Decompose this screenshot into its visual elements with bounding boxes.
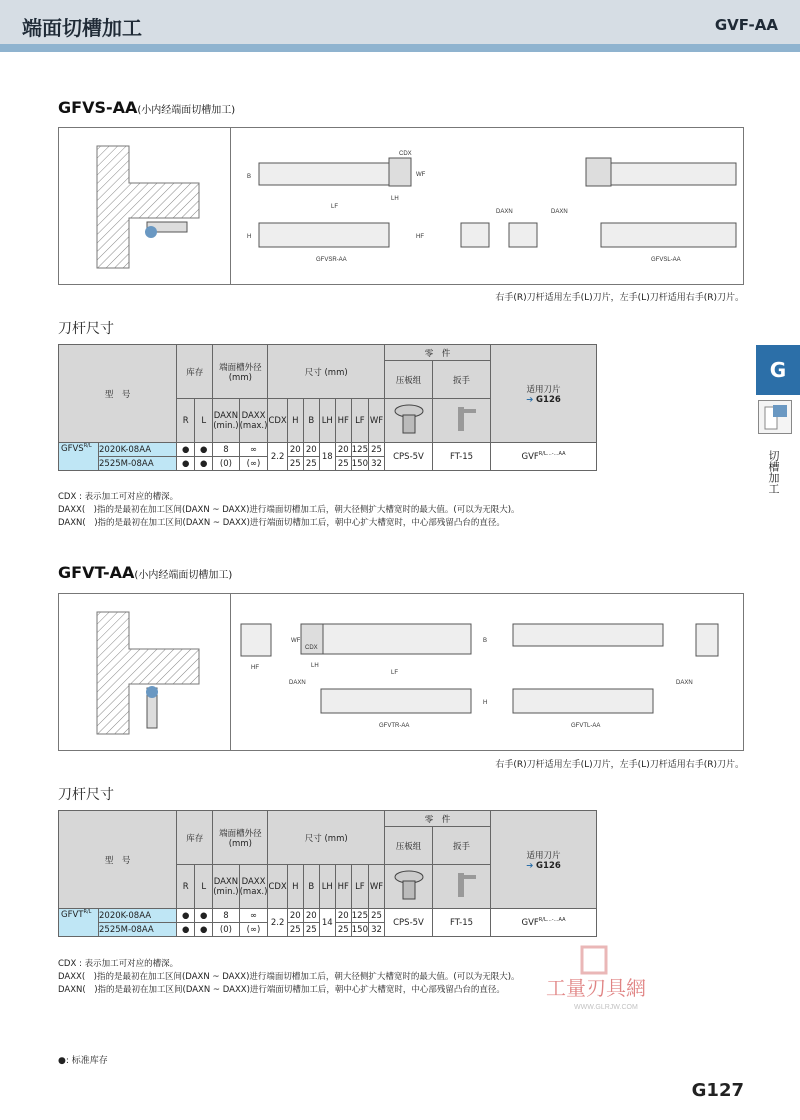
th-diameter: 端面槽外径 (mm) [213, 811, 268, 865]
th-hf: HF [335, 865, 351, 909]
h-value: 25 [287, 923, 303, 937]
stock-r: ● [177, 443, 195, 457]
daxn-value: 8 [213, 909, 239, 923]
stock-r: ● [177, 909, 195, 923]
lf-value: 125 [351, 444, 368, 455]
h-value: 20 [287, 909, 303, 923]
th-l: L [195, 865, 213, 909]
th-daxn: DAXN (min.) [213, 399, 239, 443]
chapter-label: 切槽加工 [767, 450, 780, 494]
daxn-value: (0) [213, 457, 239, 471]
fig-label-h: H [483, 700, 488, 706]
daxn-value: (0) [213, 923, 239, 937]
fig-label-cdx: CDX [399, 151, 412, 157]
wf-value: 25 [369, 443, 385, 457]
th-insert: 适用刀片 ➔ G126 [491, 345, 597, 443]
th-r: R [177, 399, 195, 443]
th-l: L [195, 399, 213, 443]
model-prefix: $GFVT^{R/L}$ [59, 909, 99, 937]
stock-l: ● [195, 443, 213, 457]
section-title-gfvs: GFVS-AA(小内经端面切槽加工) [58, 98, 236, 117]
th-diameter: 端面槽外径 (mm) [213, 345, 268, 399]
fig-label-lf: LF [391, 670, 399, 676]
th-daxn: DAXN (min.) [213, 865, 239, 909]
watermark-text: 工量刃具網 [546, 978, 646, 1000]
lf-value: 125 [351, 910, 368, 921]
lh-value: 14 [319, 909, 335, 937]
th-lf: LF [351, 865, 368, 909]
lf-value: 150 [351, 458, 368, 469]
spec-table-gfvt [58, 810, 597, 937]
wrench-value: FT-15 [433, 443, 491, 471]
model-cell: 2525M-08AA [99, 457, 177, 471]
stock-l: ● [195, 923, 213, 937]
daxx-value: ∞ [239, 909, 268, 923]
fig-label-h: H [247, 234, 252, 240]
watermark-url: WWW.GLRJW.COM [574, 1004, 638, 1011]
h-value: 20 [287, 443, 303, 457]
th-model: 型 号 [59, 811, 177, 909]
th-clamp: 压板组 [385, 827, 433, 865]
daxx-value: ∞ [239, 443, 268, 457]
subhead-2: 刀杆尺寸 [58, 787, 114, 803]
fig-label-daxn-2: DAXN [551, 209, 568, 215]
header-bar [0, 44, 800, 52]
th-b: B [303, 399, 319, 443]
daxx-value: (∞) [239, 923, 268, 937]
insert-value: $GVF^{R/L\dots-\dots AA}$ [491, 443, 597, 471]
b-value: 25 [303, 457, 319, 471]
catalog-code: GVF-AA [714, 16, 778, 34]
machining-diagram [59, 594, 231, 750]
footnotes-1: CDX : 表示加工可对应的槽深。 DAXX( )指的是最初在加工区间(DAXN ~ DAXX)进行端面切槽加工后，朝大径侧扩大槽宽时的最大值。(可以为无限大)。 DAXN( )指的是最初在加工区间(DAXN ~ DAXX)进行端面切槽加工后，朝中心扩大槽宽时，中心部残留凸台的直径。 [58, 492, 520, 528]
figure-gfvt [58, 593, 744, 751]
insert-value: $GVF^{R/L\dots-\dots AA}$ [491, 909, 597, 937]
legend: ●: 标准库存 [58, 1056, 108, 1066]
fig-caption-gfvsl: GFVSL-AA [651, 257, 681, 263]
clamp-value: CPS-5V [385, 443, 433, 471]
th-wf: WF [369, 399, 385, 443]
b-value: 20 [303, 443, 319, 457]
stock-l: ● [195, 457, 213, 471]
th-r: R [177, 865, 195, 909]
fig-label-wf: WF [416, 172, 426, 178]
subhead-1: 刀杆尺寸 [58, 321, 114, 337]
th-parts: 零 件 [385, 811, 491, 827]
fig-caption-gfvsr: GFVSR-AA [316, 257, 347, 263]
fig-caption-gfvtr: GFVTR-AA [379, 723, 410, 729]
stock-r: ● [177, 923, 195, 937]
th-lh: LH [319, 865, 335, 909]
fig-caption-gfvtl: GFVTL-AA [571, 723, 601, 729]
cdx-value: 2.2 [268, 443, 287, 471]
th-h: H [287, 399, 303, 443]
lh-value: 18 [319, 443, 335, 471]
section-title-gfvt: GFVT-AA(小内经端面切槽加工) [58, 563, 233, 582]
fig-label-lf: LF [331, 204, 339, 210]
stock-r: ● [177, 457, 195, 471]
spec-table-gfvs [58, 344, 597, 471]
th-clamp: 压板组 [385, 361, 433, 399]
th-cdx: CDX [268, 399, 287, 443]
th-stock: 库存 [177, 345, 213, 399]
fig-label-daxn-1: DAXN [289, 680, 306, 686]
th-b: B [303, 865, 319, 909]
th-h: H [287, 865, 303, 909]
clamp-value: CPS-5V [385, 909, 433, 937]
fig-label-b: B [247, 174, 252, 180]
wf-value: 25 [369, 909, 385, 923]
fig-label-daxn-1: DAXN [496, 209, 513, 215]
b-value: 25 [303, 923, 319, 937]
wrench-value: FT-15 [433, 909, 491, 937]
th-size: 尺寸 (mm) [268, 811, 385, 865]
th-cdx: CDX [268, 865, 287, 909]
clamp-icon [385, 399, 433, 443]
th-lh: LH [319, 399, 335, 443]
grooving-icon [758, 400, 792, 434]
model-prefix: $GFVS^{R/L}$ [59, 443, 99, 471]
hf-value: 20 [335, 443, 351, 457]
hf-value: 20 [335, 909, 351, 923]
th-wrench: 扳手 [433, 827, 491, 865]
model-cell: 2020K-08AA [99, 909, 177, 923]
h-value: 25 [287, 457, 303, 471]
th-size: 尺寸 (mm) [268, 345, 385, 399]
page-title: 端面切槽加工 [22, 16, 142, 40]
fig-label-lh: LH [391, 196, 399, 202]
fig-label-hf: HF [416, 234, 424, 240]
page-number: G127 [691, 1080, 744, 1101]
th-model: 型 号 [59, 345, 177, 443]
lf-value: 150 [351, 924, 368, 935]
hf-value: 25 [335, 923, 351, 937]
stock-l: ● [195, 909, 213, 923]
model-cell: 2525M-08AA [99, 923, 177, 937]
th-lf: LF [351, 399, 368, 443]
watermark-logo [540, 945, 720, 1015]
th-parts: 零 件 [385, 345, 491, 361]
model-cell: 2020K-08AA [99, 443, 177, 457]
th-daxx: DAXX (max.) [239, 865, 268, 909]
footnotes-2: CDX : 表示加工可对应的槽深。 DAXX( )指的是最初在加工区间(DAXN ~ DAXX)进行端面切槽加工后，朝大径侧扩大槽宽时的最大值。(可以为无限大)。 DAXN( )指的是最初在加工区间(DAXN ~ DAXX)进行端面切槽加工后，朝中心扩大槽宽时，中心部残留凸台的直径。 [58, 959, 520, 995]
th-stock: 库存 [177, 811, 213, 865]
chapter-tab[interactable]: G [756, 345, 800, 395]
th-daxx: DAXX (max.) [239, 399, 268, 443]
th-wrench: 扳手 [433, 361, 491, 399]
fig-label-hf: HF [251, 665, 259, 671]
hand-note-1: 右手(R)刀杆适用左手(L)刀片，左手(L)刀杆适用右手(R)刀片。 [495, 293, 744, 303]
wf-value: 32 [369, 457, 385, 471]
fig-label-lh: LH [311, 663, 319, 669]
fig-label-wf: WF [291, 638, 301, 644]
b-value: 20 [303, 909, 319, 923]
fig-label-daxn-2: DAXN [676, 680, 693, 686]
page-header [0, 0, 800, 52]
wrench-icon [433, 399, 491, 443]
figure-gfvs [58, 127, 744, 285]
fig-label-cdx: CDX [305, 645, 318, 651]
cdx-value: 2.2 [268, 909, 287, 937]
th-hf: HF [335, 399, 351, 443]
th-wf: WF [369, 865, 385, 909]
fig-label-b: B [483, 638, 488, 644]
wrench-icon [433, 865, 491, 909]
th-insert: 适用刀片 ➔ G126 [491, 811, 597, 909]
hf-value: 25 [335, 457, 351, 471]
daxn-value: 8 [213, 443, 239, 457]
machining-diagram [59, 128, 231, 284]
hand-note-2: 右手(R)刀杆适用左手(L)刀片，左手(L)刀杆适用右手(R)刀片。 [495, 760, 744, 770]
clamp-icon [385, 865, 433, 909]
wf-value: 32 [369, 923, 385, 937]
daxx-value: (∞) [239, 457, 268, 471]
